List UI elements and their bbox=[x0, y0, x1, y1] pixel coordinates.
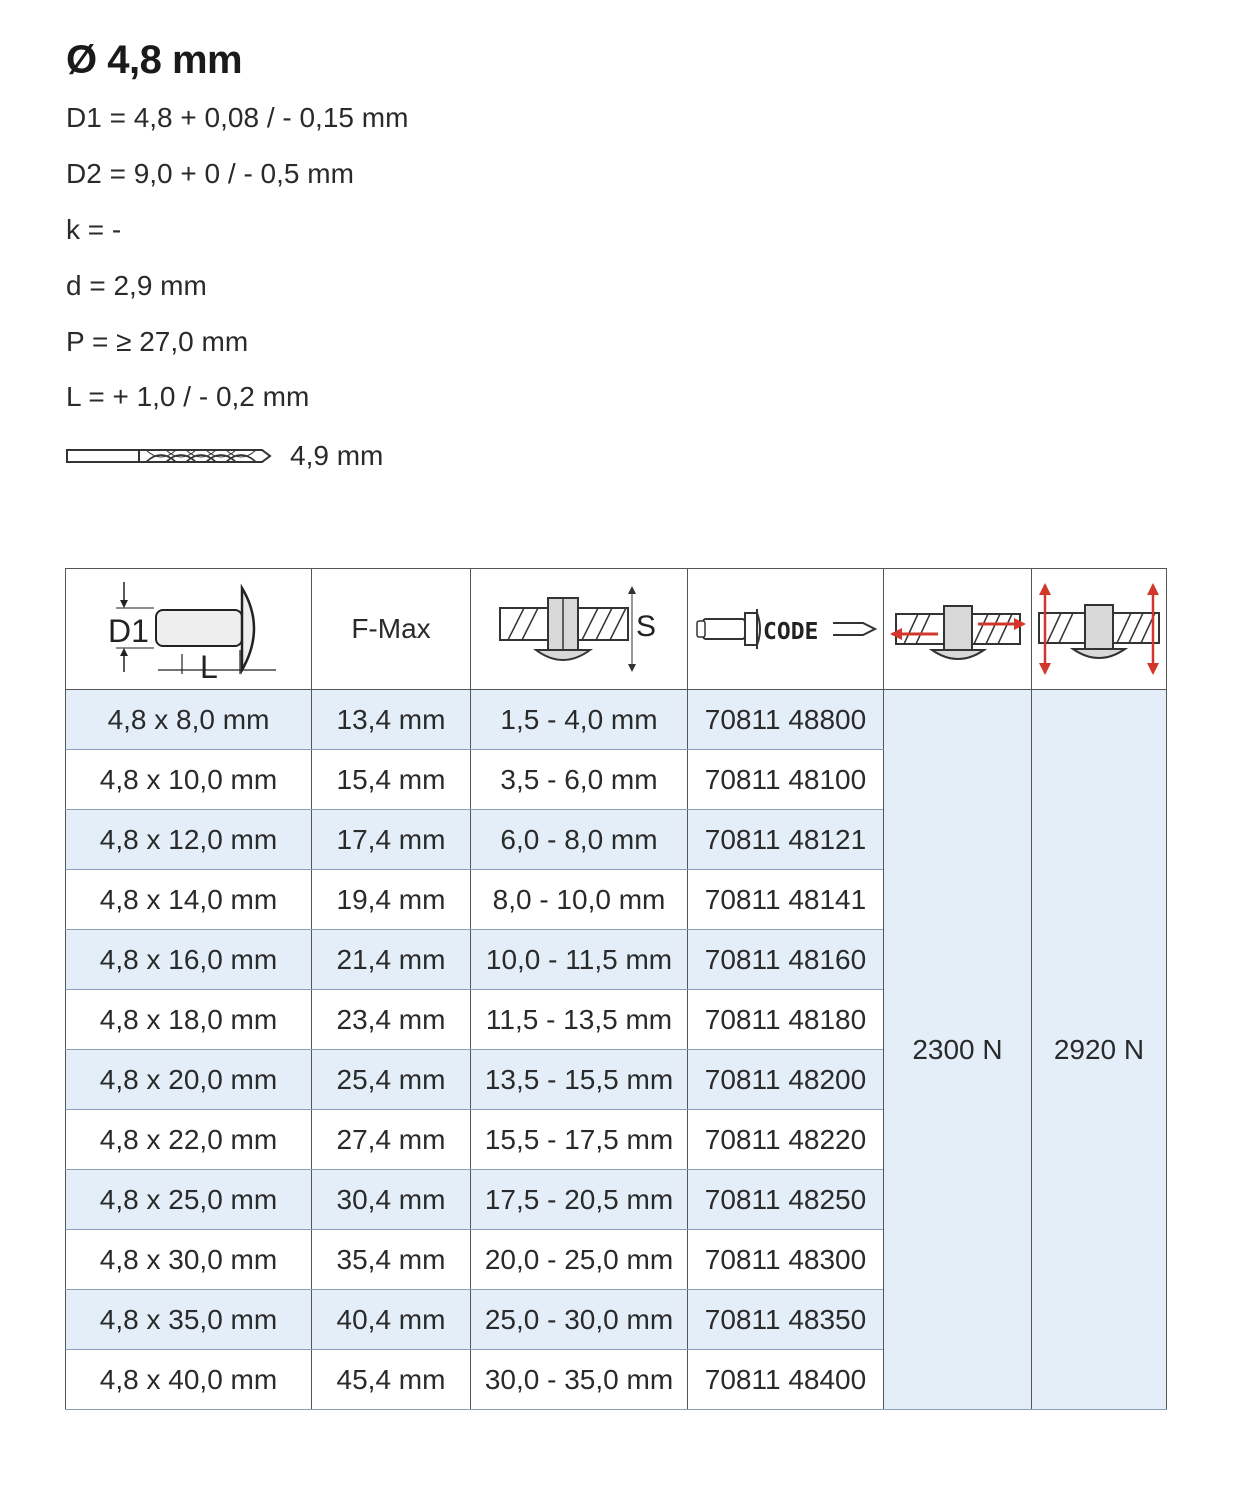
l-label: L bbox=[199, 649, 218, 684]
cell-code: 70811 48300 bbox=[688, 1230, 884, 1290]
cell-code: 70811 48200 bbox=[688, 1050, 884, 1110]
page-title: Ø 4,8 mm bbox=[66, 38, 243, 82]
cell-fmax: 35,4 mm bbox=[312, 1230, 471, 1290]
header-shear bbox=[884, 569, 1032, 690]
spec-p: P = ≥ 27,0 mm bbox=[66, 326, 249, 357]
drill-bit-icon bbox=[66, 445, 272, 467]
cell-code: 70811 48160 bbox=[688, 930, 884, 990]
cell-code: 70811 48350 bbox=[688, 1290, 884, 1350]
cell-size: 4,8 x 16,0 mm bbox=[66, 930, 312, 990]
cell-grip: 30,0 - 35,0 mm bbox=[471, 1350, 688, 1410]
cell-size: 4,8 x 20,0 mm bbox=[66, 1050, 312, 1110]
cell-tensile-strength: 2920 N bbox=[1032, 690, 1167, 1410]
code-icon bbox=[688, 601, 883, 657]
cell-size: 4,8 x 18,0 mm bbox=[66, 990, 312, 1050]
cell-code: 70811 48100 bbox=[688, 750, 884, 810]
cell-grip: 1,5 - 4,0 mm bbox=[471, 690, 688, 750]
cell-fmax: 40,4 mm bbox=[312, 1290, 471, 1350]
drill-size bbox=[66, 440, 383, 472]
cell-fmax: 13,4 mm bbox=[312, 690, 471, 750]
cell-code: 70811 48400 bbox=[688, 1350, 884, 1410]
rivet-spec-table bbox=[65, 568, 1167, 1410]
cell-size: 4,8 x 14,0 mm bbox=[66, 870, 312, 930]
cell-grip: 20,0 - 25,0 mm bbox=[471, 1230, 688, 1290]
cell-shear-strength: 2300 N bbox=[884, 690, 1032, 1410]
cell-code: 70811 48121 bbox=[688, 810, 884, 870]
cell-grip: 11,5 - 13,5 mm bbox=[471, 990, 688, 1050]
cell-size: 4,8 x 40,0 mm bbox=[66, 1350, 312, 1410]
grip-range-icon bbox=[471, 584, 687, 674]
spec-d: d = 2,9 mm bbox=[66, 270, 207, 301]
cell-size: 4,8 x 30,0 mm bbox=[66, 1230, 312, 1290]
cell-fmax: 27,4 mm bbox=[312, 1110, 471, 1170]
spec-l: L = + 1,0 / - 0,2 mm bbox=[66, 381, 310, 412]
d1-label: D1 bbox=[107, 613, 149, 649]
spec-d1: D1 = 4,8 + 0,08 / - 0,15 mm bbox=[66, 102, 409, 133]
header-size bbox=[66, 569, 312, 690]
header-tensile bbox=[1032, 569, 1167, 690]
spec-k: k = - bbox=[66, 214, 122, 245]
header-grip bbox=[471, 569, 688, 690]
cell-grip: 25,0 - 30,0 mm bbox=[471, 1290, 688, 1350]
cell-fmax: 23,4 mm bbox=[312, 990, 471, 1050]
cell-size: 4,8 x 25,0 mm bbox=[66, 1170, 312, 1230]
cell-size: 4,8 x 10,0 mm bbox=[66, 750, 312, 810]
drill-size-value: 4,9 mm bbox=[290, 440, 384, 471]
cell-code: 70811 48220 bbox=[688, 1110, 884, 1170]
cell-grip: 6,0 - 8,0 mm bbox=[471, 810, 688, 870]
spec-d2: D2 = 9,0 + 0 / - 0,5 mm bbox=[66, 158, 354, 189]
cell-fmax: 45,4 mm bbox=[312, 1350, 471, 1410]
cell-fmax: 17,4 mm bbox=[312, 810, 471, 870]
cell-size: 4,8 x 12,0 mm bbox=[66, 810, 312, 870]
cell-grip: 3,5 - 6,0 mm bbox=[471, 750, 688, 810]
cell-fmax: 15,4 mm bbox=[312, 750, 471, 810]
cell-grip: 13,5 - 15,5 mm bbox=[471, 1050, 688, 1110]
cell-grip: 8,0 - 10,0 mm bbox=[471, 870, 688, 930]
table-row bbox=[66, 690, 1167, 750]
cell-grip: 17,5 - 20,5 mm bbox=[471, 1170, 688, 1230]
cell-size: 4,8 x 8,0 mm bbox=[66, 690, 312, 750]
header-code bbox=[688, 569, 884, 690]
cell-grip: 10,0 - 11,5 mm bbox=[471, 930, 688, 990]
code-label: CODE bbox=[762, 619, 818, 645]
cell-fmax: 19,4 mm bbox=[312, 870, 471, 930]
cell-code: 70811 48250 bbox=[688, 1170, 884, 1230]
cell-fmax: 30,4 mm bbox=[312, 1170, 471, 1230]
cell-size: 4,8 x 22,0 mm bbox=[66, 1110, 312, 1170]
shear-strength-icon bbox=[884, 584, 1031, 674]
cell-code: 70811 48141 bbox=[688, 870, 884, 930]
cell-fmax: 21,4 mm bbox=[312, 930, 471, 990]
cell-grip: 15,5 - 17,5 mm bbox=[471, 1110, 688, 1170]
cell-fmax: 25,4 mm bbox=[312, 1050, 471, 1110]
cell-code: 70811 48800 bbox=[688, 690, 884, 750]
tensile-strength-icon bbox=[1032, 581, 1166, 677]
rivet-dimension-icon bbox=[66, 574, 311, 684]
cell-size: 4,8 x 35,0 mm bbox=[66, 1290, 312, 1350]
cell-code: 70811 48180 bbox=[688, 990, 884, 1050]
grip-s-label: S bbox=[636, 610, 657, 643]
header-fmax: F-Max bbox=[312, 569, 471, 690]
